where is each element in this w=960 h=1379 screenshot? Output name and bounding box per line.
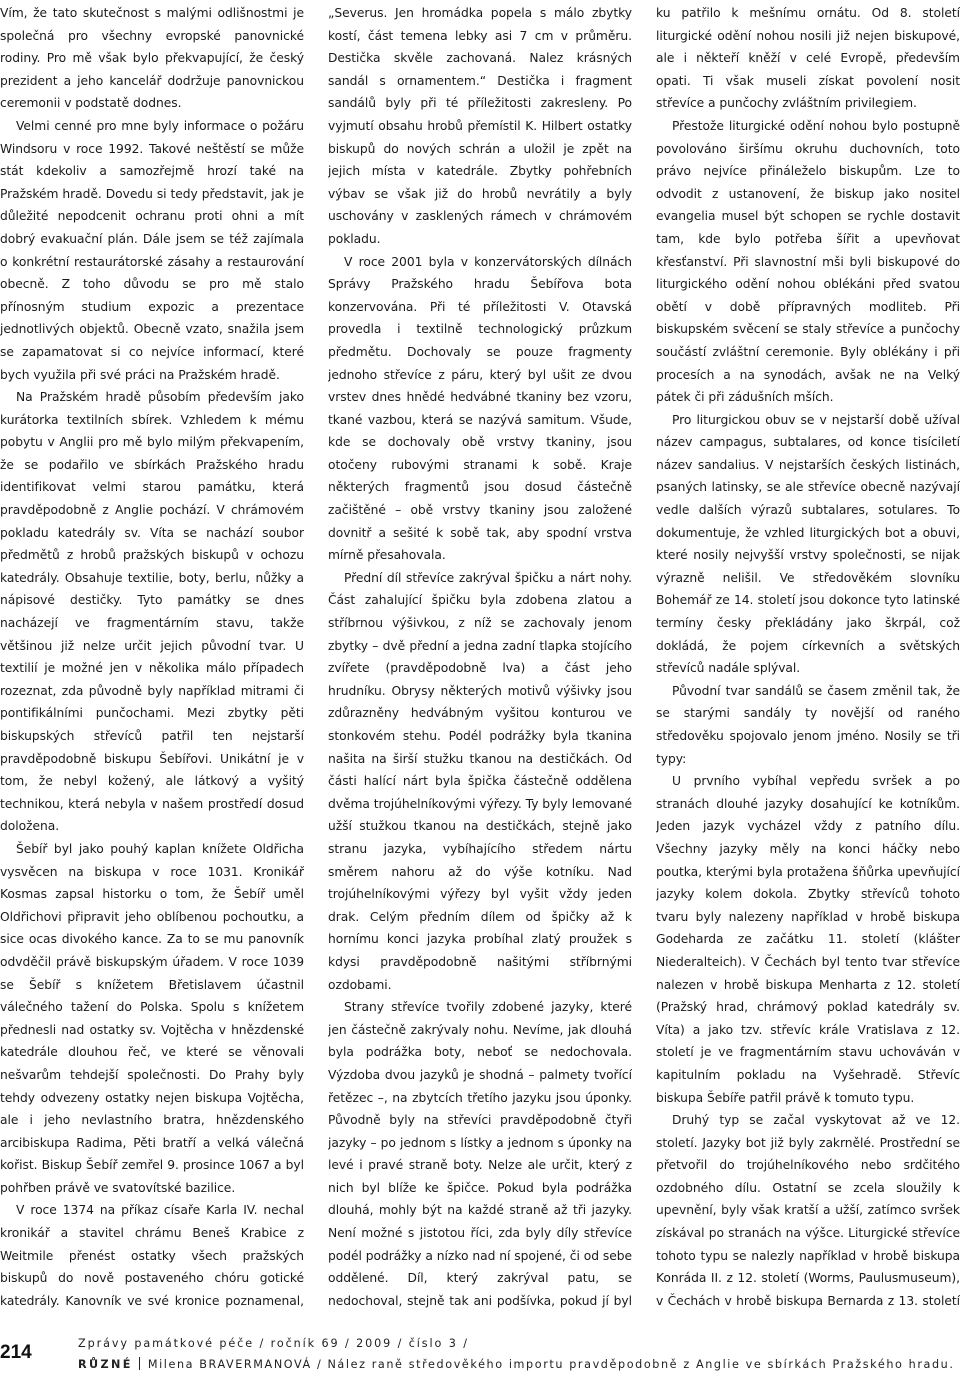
footer-divider [139, 1357, 140, 1370]
column-1 [0, 2, 304, 1312]
paragraph: ku patřilo k mešnímu ornátu. Od 8. století liturgické odění nohou nosili již nejen biskupové, ale i někteří kněží v celé Evropě, především opati. Ti však museli získat povolení nosit střevíce a punčochy zvláštním privilegiem. [656, 6, 960, 111]
paragraph: Na Pražském hradě působím především jako kurátorka textilních sbírek. Vzhledem k mému pobytu v Anglii pro mě bylo milým překvapením, že se podařilo ve sbírkách Pražského hradu identifikovat velmi starou památku, která pravděpodobně z Anglie pochází. V chrámovém pokladu katedrály sv. Víta se nachází soubor předmětů z hrobů pražských biskupů v ochozu katedrály. Obsahuje textilie, boty, berlu, nůžky a nápisové destičky. Tyto památky se dnes nacházejí ve fragmentárním stavu, takže většinou již nelze určit jejich původní tvar. U textilií je možné jen v několika málo případech rozeznat, zda původně byly například mitrami či pontifikálními punčochami. Mezi zbytky pěti biskupských střevíců patřil ten nejstarší pravděpodobně biskupu Šebířovi. Unikátní je v tom, že nebyl kožený, ale látkový a vyšitý technikou, která nebyla v našem prostředí dosud doložena. [0, 390, 304, 834]
column-3 [656, 2, 960, 1312]
paragraph: Druhý typ se začal vyskytovat až ve 12. století. Jazyky bot již byly zakrnělé. Prostřední se přetvořil do trojúhelníkového nebo srdčitého ozdobného dílu. Ostatní se zcela sloužily k upevnění, byly však kratší a užší, zatímco svršek získával po stranách na výšce. Liturgické střevíce tohoto typu se nalezly například v hrobě biskupa Konráda II. z 12. století (Worms, Paulusmuseum), v Čechách v hrobě biskupa Bernarda z 13. století [656, 1113, 960, 1308]
paragraph: Pro liturgickou obuv se v nejstarší době užíval název campagus, subtalares, od konce tisíciletí název sandalius. V nejstarších českých listinách, psaných latinsky, se ale střevíce obecně nazývají vedle dalších výrazů subtalares, sotulares. To dokumentuje, že vzhled liturgických bot a obuvi, které nosily nejvyšší vrstvy společnosti, se nijak výrazně nelišil. Ve středověkém slovníku Bohemář ze 14. století jsou dokonce tyto latinské termíny česky překládány jako škrpál, což dokládá, že pojem církevních a světských střevíců nadále splýval. [656, 412, 960, 676]
paragraph: Velmi cenné pro mne byly informace o požáru Windsoru v roce 1992. Takové neštěstí se může stát kdekoliv a samozřejmě hrozí také na Pražském hradě. Dovedu si tedy představit, jak je důležité nepodcenit ochranu proti ohni a mít dobrý evakuační plán. Dále jsem se též zajímala o konkrétní restaurátorské zásahy a restaurování obecně. Z toho důvodu se pro mě stalo přínosným studium expozic a prezentace jednotlivých objektů. Obecně vzato, snažila jsem se zapamatovat si co nejvíce informací, které bych využila při své práci na Pražském hradě. [0, 118, 304, 382]
section-tag: RŮZNÉ [78, 1358, 133, 1371]
paragraph: Vím, že tato skutečnost s malými odlišnostmi je společná pro všechny evropské panovnické rodiny. Pro mě však bylo překvapující, že český prezident a jeho kancelář dodržuje panovnickou ceremonii v podstatě dodnes. [0, 6, 304, 111]
article-credit [78, 1357, 955, 1371]
author-title: Milena BRAVERMANOVÁ / Nález raně středověkého importu pravděpodobně z Anglie ve sbírkách Pražského hradu. [147, 1358, 955, 1371]
journal-citation: Zprávy památkové péče / ročník 69 / 2009 / číslo 3 / [78, 1337, 469, 1350]
paragraph: V roce 2001 byla v konzervátorských dílnách Správy Pražského hradu Šebířova bota konzervována. Při té příležitosti V. Otavská provedla i textilně technologický průzkum předmětu. Dochovaly se pouze fragmenty jednoho střevíce z páru, který byl ušit ze dvou vrstev dnes hnědé hedvábné tkaniny bez vzoru, tkané vazbou, která se nazývá samitum. Všude, kde se dochovaly obě vrstvy tkaniny, jsou otočeny rubovými stranami k sobě. Kraje některých fragmentů jsou dosud částečně začištěné – obě vrstvy tkaniny jsou založené dovnitř a sešité k sobě tak, aby spodní vrstva mírně přesahovala. [328, 254, 632, 563]
page-footer [0, 1324, 960, 1374]
page-number: 214 [0, 1342, 32, 1363]
paragraph: Přestože liturgické odění nohou bylo postupně povolováno širšímu okruhu duchovních, toto právo nejvíce přináleželo biskupům. Lze to odvodit z ustanovení, že biskup jako nositel evangelia musel být schopen se rychle dostavit tam, kde bylo potřeba šířit a upevňovat křesťanství. Při slavnostní mši byli biskupové do liturgického odění nohou oblékáni před svatou obětí v době přípravných modliteb. Při biskupském svěcení se staly střevíce a punčochy součástí zvláštní ceremonie. Byly oblékány i při procesích a na synodách, avšak ne na Velký pátek či při zádušních mších. [656, 118, 960, 405]
paragraph: Šebíř byl jako pouhý kaplan knížete Oldřicha vysvěcen na biskupa v roce 1031. Kronikář Kosmas zapsal historku o tom, že Šebíř uměl Oldřichovi připravit jeho oblíbenou pochoutku, a sice ocas divokého kance. Za to se mu panovník odvděčil právě biskupským úřadem. V roce 1039 se Šebíř s knížetem Břetislavem účastnil válečného tažení do Polska. Spolu s knížetem přednesli nad ostatky sv. Vojtěcha v hnězdenské katedrále dlouhou řeč, ve které se věnovali nešvarům tehdejší společnosti. Do Prahy byly tehdy odvezeny ostatky nejen biskupa Vojtěcha, ale i jeho nevlastního bratra, hnězdenského arcibiskupa Radima, Pěti bratří a velká válečná kořist. Biskup Šebíř zemřel 9. prosince 1067 a byl pohřben právě ve svatovítské bazilice. [0, 841, 304, 1195]
paragraph: „Severus. Jen hromádka popela s málo zbytky kostí, část temena lebky asi 7 cm v průměru. Destička skvěle zachovaná. Nalez krásných sandál s ornamentem.“ Destička i fragment sandálů byly při té příležitosti zakresleny. Po vyjmutí obsahu hrobů přemístil K. Hilbert ostatky biskupů do nových schrán a uložil je zpět na jejich místa v katedrále. Zbytky pohřebních výbav se však již do hrobů nevrátily a byly uschovány v zasklených rámech v chrámovém pokladu. [328, 6, 632, 246]
text-columns [0, 2, 960, 1312]
column-2 [328, 2, 632, 1312]
paragraph: Strany střevíce tvořily zdobené jazyky, které jen částečně zakrývaly nohu. Nevíme, jak dlouhá byla podrážka boty, neboť se nedochovala. Výzdoba dvou jazyků je shodná – palmety tvořící řetězec –, na zbytcích třetího jazyku jsou úponky. Původně byly na střevíci pravděpodobně čtyři jazyky – po jednom s lístky a jednom s úponky na levé i pravé straně boty. Nelze ale určit, který z nich byl blíže ke špičce. Pokud byla podrážka dlouhá, mohly být na každé straně až tři jazyky. Není možné s jistotou říci, zda byly díly střevíce podél podrážky a nízko nad ní spojené, či od sebe oddělené. Díl, který zakrýval patu, se nedochoval, stejně tak ani podšívka, pokud jí byl [328, 1000, 632, 1308]
paragraph: Přední díl střevíce zakrýval špičku a nárt nohy. Část zahalující špičku byla zdobena zlatou a stříbrnou výšivkou, z níž se zachovaly jenom zbytky – dvě přední a jedna zadní tlapka stojícího zvířete (pravděpodobně lva) a část jeho hrudníku. Obrysy některých motivů výšivky jsou zdůrazněny hedvábným vyšitou konturou ve stonkovém stehu. Podél podrážky byla tkanina našita na širší stužku tkanou na destičkách. Od části halící nárt byla špička částečně oddělena dvěma trojúhelníkovými výřezy. Ty byly lemované užší stužkou tkanou na destičkách, stejně jako stranu jazyka, vybíhajícího středem nártu směrem nahoru až do výše kotníku. Nad trojúhelníkovými výřezy byl vyšit vždy jeden drak. Celým předním dílem od špičky až k hornímu konci jazyka probíhal zlatý proužek s kdysi pravděpodobně našitými stříbrnými ozdobami. [328, 570, 632, 992]
paragraph: V roce 1374 na příkaz císaře Karla IV. nechal kronikář a stavitel chrámu Beneš Krabice z Weitmile přenést ostatky všech pražských biskupů do nově postaveného chóru gotické katedrály. Kanovník ve své kronice poznamenal, [0, 1203, 304, 1308]
paragraph: U prvního vybíhal vepředu svršek a po stranách dlouhé jazyky dosahující ke kotníkům. Jeden jazyk vycházel vždy z patního dílu. Všechny jazyky měly na konci háčky nebo poutka, kterými byla protažena šňůrka upevňující jazyky kolem dokola. Zbytky střevíců tohoto tvaru byly nalezeny například v hrobě biskupa Godeharda ze začátku 11. století (klášter Niederalteich). V Čechách byl tento tvar střevíce nalezen v hrobě biskupa Menharta z 12. století (Pražský hrad, chrámový poklad katedrály sv. Víta) a jako tzv. střevíc krále Vratislava z 12. století je ve fragmentárním stavu uchováván v kapitulním pokladu na Vyšehradě. Střevíc biskupa Šebíře patřil právě k tomuto typu. [656, 774, 960, 1105]
paragraph: Původní tvar sandálů se časem změnil tak, že se starými sandály ty novější od raného středověku spojovalo jenom jméno. Nosily se tři typy: [656, 683, 960, 766]
